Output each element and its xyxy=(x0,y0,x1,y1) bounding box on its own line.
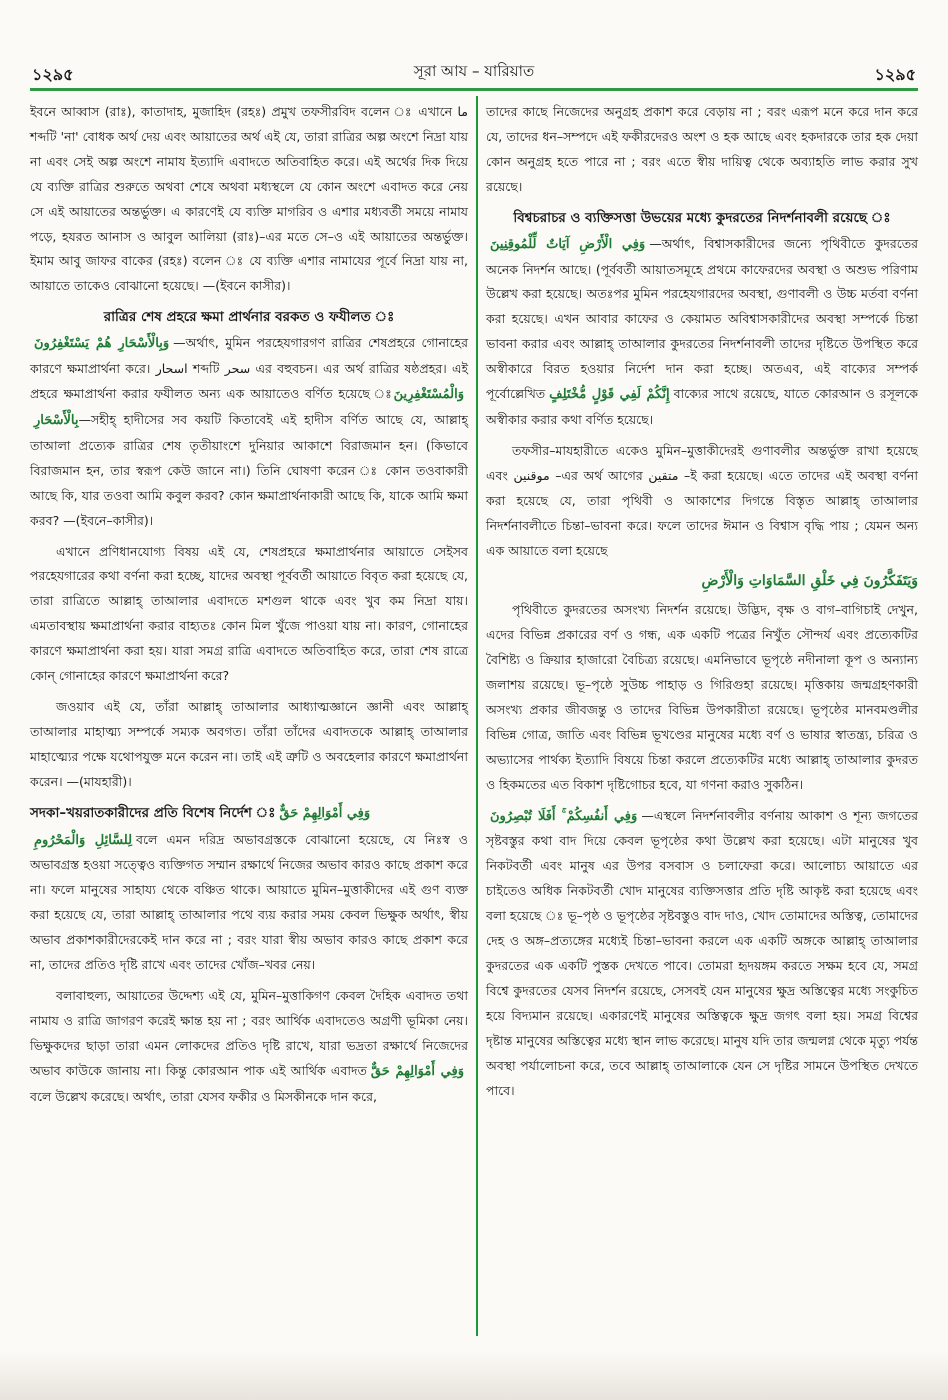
left-column xyxy=(30,100,468,1116)
paragraph: وَبِالْأَسْحَارِ هُمْ يَسْتَغْفِرُونَ —অর্থাৎ, মুমিন পরহেযগারগণ রাত্রির শেষপ্রহরে গোনাহের কারণে ক্ষমাপ্রার্থনা করে। اسحار শব্দটি سحر এর বহুবচন। এর অর্থ রাত্রির ষষ্ঠপ্রহর। এই প্রহরে ক্ষমাপ্রার্থনা করার ফযীলত অন্য এক আয়াতেও বর্ণিত হয়েছে ঃوَالْمُسْتَغْفِرِينَ بِالْأَسْحَارِ—সহীহ্ হাদীসের সব কয়টি কিতাবেই এই হাদীস বর্ণিত আছে যে, আল্লাহ্ তাআলা প্রত্যেক রাত্রির শেষ তৃতীয়াংশে দুনিয়ার আকাশে বিরাজমান হন। (কিভাবে বিরাজমান হন, তার স্বরূপ কেউ জানে না।) তিনি ঘোষণা করেন ঃ কোন তওবাকারী আছে কি, যার তওবা আমি কবুল করব? কোন ক্ষমাপ্রার্থনাকারী আছে কি, যাকে আমি ক্ষমা করব? —(ইবনে–কাসীর)। xyxy=(30,335,468,528)
arabic-verse: وَالْمُسْتَغْفِرِينَ بِالْأَسْحَارِ xyxy=(34,387,464,428)
arabic-verse: وَفِي أَنفُسِكُمْ ۚ أَفَلَا تُبْصِرُونَ xyxy=(490,808,638,824)
paragraph: তাদের কাছে নিজেদের অনুগ্রহ প্রকাশ করে বেড়ায় না ; বরং এরূপ মনে করে দান করে যে, তাদের ধন–সম্পদে এই ফকীরদেরও অংশ ও হক আছে এবং হকদারকে তার হক দেয়া কোন অনুগ্রহ হতে পারে না ; বরং এতে স্বীয় দায়িত্ব থেকে অব্যাহতি লাভ করার সুখ রয়েছে। xyxy=(486,104,918,194)
page-header xyxy=(30,48,918,88)
page-number-left: ১২৯৫ xyxy=(32,65,74,84)
right-column xyxy=(486,100,918,1109)
arabic-verse: وَبِالْأَسْحَارِ هُمْ يَسْتَغْفِرُونَ xyxy=(34,336,170,352)
arabic-verse: وَفِي أَمْوَالِهِمْ حَقٌّ xyxy=(370,1063,464,1079)
arabic-verse: إِنَّكُمْ لَفِي قَوْلٍ مُّخْتَلِفٍ xyxy=(549,387,670,403)
arabic-verse: وَفِي الْأَرْضِ آيَاتٌ لِّلْمُوقِنِينَ xyxy=(490,236,646,252)
paragraph: ইবনে আব্বাস (রাঃ), কাতাদাহ, মুজাহিদ (রহঃ) প্রমুখ তফসীরবিদ বলেন ঃ এখানে ما শব্দটি 'না' বোধক অর্থ দেয় এবং আয়াতের অর্থ এই যে, তারা রাত্রির অল্প অংশে নিদ্রা যায় না এবং সেই অল্প অংশে নামায ইত্যাদি এবাদতে অতিবাহিত করে। এই অর্থের দিক দিয়ে যে ব্যক্তি রাত্রির শুরুতে অথবা শেষে অথবা মধ্যস্থলে যে কোন অংশে এবাদত করে নেয় সে এই আয়াতের অন্তর্ভুক্ত। এ কারণেই যে ব্যক্তি মাগরিব ও এশার মধ্যবর্তী সময়ে নামায পড়ে, হযরত আনাস ও আবুল আলিয়া (রাঃ)–এর মতে সে–ও এই আয়াতের অন্তর্ভুক্ত। ইমাম আবু জাফর বাকের (রহঃ) বলেন ঃ যে ব্যক্তি এশার নামাযের পূর্বে নিদ্রা যায় না, আয়াতে তাকেও বোঝানো হয়েছে। —(ইবনে কাসীর)। xyxy=(30,104,468,294)
section-heading: বিশ্বচরাচর ও ব্যক্তিসত্তা উভয়ের মধ্যে কুদরতের নিদর্শনাবলী রয়েছে ঃ xyxy=(513,209,891,226)
paragraph: لِلسَّائِلِ وَالْمَحْرُومِ বলে এমন দরিদ্র অভাবগ্রস্তকে বোঝানো হয়েছে, যে নিঃস্ব ও অভাবগ্রস্ত হওয়া সত্ত্বেও ব্যক্তিগত সম্মান রক্ষার্থে নিজের অভাব কারও কাছে প্রকাশ করে না। ফলে মানুষের সাহায্য থেকে বঞ্চিত থাকে। আয়াতে মুমিন–মুত্তাকীদের এই গুণ ব্যক্ত করা হয়েছে যে, তারা আল্লাহ্ তাআলার পথে ব্যয় করার সময় কেবল ভিক্ষুক অর্থাৎ, স্বীয় অভাব প্রকাশকারীদেরকেই দান করে না ; বরং যারা স্বীয় অভাব কারও কাছে প্রকাশ করে না, তাদের প্রতিও দৃষ্টি রাখে এবং তাদের খোঁজ–খবর নেয়। xyxy=(30,831,468,973)
paragraph: বলাবাহুল্য, আয়াতের উদ্দেশ্য এই যে, মুমিন–মুত্তাকিগণ কেবল দৈহিক এবাদত তথা নামায ও রাত্রি জাগরণ করেই ক্ষান্ত হয় না ; বরং আর্থিক এবাদতেও অগ্রণী ভূমিকা নেয়। ভিক্ষুকদের ছাড়া তারা এমন লোকদের প্রতিও দৃষ্টি রাখে, যারা ভদ্রতা রক্ষার্থে নিজেদের অভাব কাউকে জানায় না। কিন্তু কোরআন পাক এই আর্থিক এবাদত وَفِي أَمْوَالِهِمْ حَقٌّ বলে উল্লেখ করেছে। অর্থাৎ, তারা যেসব ফকীর ও মিসকীনকে দান করে, xyxy=(30,988,468,1104)
surah-title: সূরা আয – যারিয়াত xyxy=(413,62,535,80)
arabic-verse: وَيَتَفَكَّرُونَ فِي خَلْقِ السَّمَاوَاتِ وَالْأَرْضِ xyxy=(701,573,918,590)
paragraph: পৃথিবীতে কুদরতের অসংখ্য নিদর্শন রয়েছে। উদ্ভিদ, বৃক্ষ ও বাগ–বাগিচাই দেখুন, এদের বিভিন্ন প্রকারের বর্ণ ও গন্ধ, এক একটি পত্রের নিখুঁত সৌন্দর্য এবং প্রত্যেকটির বৈশিষ্ট্য ও ক্রিয়ার হাজারো বৈচিত্র্য রয়েছে। এমনিভাবে ভূপৃষ্ঠে নদীনালা কূপ ও অন্যান্য জলাশয় রয়েছে। ভূ–পৃষ্ঠে সুউচ্চ পাহাড় ও গিরিগুহা রয়েছে। মৃত্তিকায় জন্মগ্রহণকারী অসংখ্য প্রকার জীবজন্তু ও তাদের বিভিন্ন উপকারীতা রয়েছে। ভূপৃষ্ঠের মানবমণ্ডলীর বিভিন্ন গোত্র, জাতি এবং বিভিন্ন ভূখণ্ডের মানুষের মধ্যে বর্ণ ও ভাষার স্বাতন্ত্র্য, চরিত্র ও অভ্যাসের পার্থক্য ইত্যাদি বিষয়ে চিন্তা করলে প্রত্যেকটির মধ্যে আল্লাহ্ তাআলার কুদরত ও হিকমতের এত বিকাশ দৃষ্টিগোচর হবে, যা গণনা করাও সুকঠিন। xyxy=(486,602,918,792)
page-bottom-shade xyxy=(0,1350,948,1400)
arabic-verse: وَفِي أَمْوَالِهِمْ حَقٌّ xyxy=(279,805,371,821)
section-heading: সদকা–খয়রাতকারীদের প্রতি বিশেষ নির্দেশ ঃ وَفِي أَمْوَالِهِمْ حَقٌّ xyxy=(30,801,468,826)
paragraph: وَفِي الْأَرْضِ آيَاتٌ لِّلْمُوقِنِينَ —অর্থাৎ, বিশ্বাসকারীদের জন্যে পৃথিবীতে কুদরতের অনেক নিদর্শন আছে। (পূর্ববর্তী আয়াতসমূহে প্রথমে কাফেরদের অবস্থা ও অশুভ পরিণাম উল্লেখ করা হয়েছে। অতঃপর মুমিন পরহেযগারদের অবস্থা, গুণাবলী ও উচ্চ মর্তবা বর্ণনা করা হয়েছে। এখন আবার কাফের ও কেয়ামত অবিশ্বাসকারীদের অবস্থা সম্পর্কে চিন্তা ভাবনা করার এবং আল্লাহ্ তাআলার কুদরতের নিদর্শনাবলী তাদের দৃষ্টিতে উপস্থিত করে অস্বীকারে বিরত হওয়ার নির্দেশ দান করা হচ্ছে। অতএব, এই বাক্যের সম্পর্ক পূর্বোল্লেখিত إِنَّكُمْ لَفِي قَوْلٍ مُّخْتَلِفٍ বাক্যের সাথে রয়েছে, যাতে কোরআন ও রসূলকে অস্বীকার করার কথা বর্ণিত হয়েছে। xyxy=(486,235,919,427)
column-divider xyxy=(476,96,478,1336)
paragraph: তফসীর–মাযহারীতে একেও মুমিন–মুত্তাকীদেরই গুণাবলীর অন্তর্ভুক্ত রাখা হয়েছে এবং موقنين –এর অর্থ আগের متقين –ই করা হয়েছে। এতে তাদের এই অবস্থা বর্ণনা করা হয়েছে যে, তারা পৃথিবী ও আকাশের দিগন্তে বিস্তৃত আল্লাহ্ তাআলার নিদর্শনাবলীতে চিন্তা–ভাবনা করে। ফলে তাদের ঈমান ও বিশ্বাস বৃদ্ধি পায় ; যেমন অন্য এক আয়াতে বলা হয়েছে xyxy=(486,442,918,558)
paragraph: এখানে প্রণিধানযোগ্য বিষয় এই যে, শেষপ্রহরে ক্ষমাপ্রার্থনার আয়াতে সেইসব পরহেযগারের কথা বর্ণনা করা হচ্ছে, যাদের অবস্থা পূর্ববর্তী আয়াতে বিবৃত করা হয়েছে যে, তারা রাত্রিতে আল্লাহ্ তাআলার এবাদতে মশগুল থাকে এবং খুব কম নিদ্রা যায়। এমতাবস্থায় ক্ষমাপ্রার্থনা করার বাহ্যতঃ কোন মিল খুঁজে পাওয়া যায় না। কারণ, গোনাহের কারণে ক্ষমাপ্রার্থনা করা হয়। যারা সমগ্র রাত্রি এবাদতে অতিবাহিত করে, তারা শেষ রাত্রে কোন্ গোনাহের কারণে ক্ষমাপ্রার্থনা করে? xyxy=(30,543,468,684)
paragraph: জওয়াব এই যে, তাঁরা আল্লাহ্ তাআলার আধ্যাত্মজ্ঞানে জ্ঞানী এবং আল্লাহ্ তাআলার মাহাত্ম্য সম্পর্কে সম্যক অবগত। তাঁরা তাঁদের এবাদতকে আল্লাহ্ তাআলার মাহাত্ম্যের পক্ষে যথোপযুক্ত মনে করেন না। তাই এই ত্রুটি ও অবহেলার কারণে ক্ষমাপ্রার্থনা করেন। —(মাযহারী)। xyxy=(30,698,468,789)
page-number-right: ১২৯৫ xyxy=(874,65,916,84)
arabic-verse: لِلسَّائِلِ وَالْمَحْرُومِ xyxy=(34,832,133,848)
paragraph: وَفِي أَنفُسِكُمْ ۚ أَفَلَا تُبْصِرُونَ —এস্থলে নিদর্শনাবলীর বর্ণনায় আকাশ ও শূন্য জগতের সৃষ্টবস্তুর কথা বাদ দিয়ে কেবল ভূপৃষ্ঠের কথা উল্লেখ করা হয়েছে। এটা মানুষের খুব নিকটবর্তী এবং মানুষ এর উপর বসবাস ও চলাফেরা করে। আলোচ্য আয়াতে এর চাইতেও অধিক নিকটবর্তী খোদ মানুষের ব্যক্তিসত্তার প্রতি দৃষ্টি আকৃষ্ট করা হয়েছে এবং বলা হয়েছে ঃ ভূ–পৃষ্ঠ ও ভূপৃষ্ঠের সৃষ্টবস্তুও বাদ দাও, খোদ তোমাদের অস্তিত্ব, তোমাদের দেহ ও অঙ্গ–প্রত্যঙ্গের মধ্যেই চিন্তা–ভাবনা করলে এক একটি অঙ্গকে আল্লাহ্ তাআলার কুদরতের এক একটি পুস্তক দেখতে পাবে। তোমরা হৃদয়ঙ্গম করতে সক্ষম হবে যে, সমগ্র বিশ্বে কুদরতের যেসব নিদর্শন রয়েছে, সেসবই যেন মানুষের ক্ষুদ্র অস্তিত্বের মধ্যে সংকুচিত হয়ে বিদ্যমান রয়েছে। একারণেই মানুষের অস্তিত্বকে ক্ষুদ্র জগৎ বলা হয়। সমগ্র বিশ্বের দৃষ্টান্ত মানুষের অস্তিত্বের মধ্যে স্থান লাভ করেছে। মানুষ যদি তার জন্মলগ্ন থেকে মৃত্যু পর্যন্ত অবস্থা পর্যালোচনা করে, তবে আল্লাহ্ তাআলাকে যেন সে দৃষ্টির সামনে উপস্থিত দেখতে পাবে। xyxy=(486,807,918,1098)
header-rule xyxy=(30,88,918,91)
section-heading: রাত্রির শেষ প্রহরে ক্ষমা প্রার্থনার বরকত ও ফযীলত ঃ xyxy=(103,309,395,326)
